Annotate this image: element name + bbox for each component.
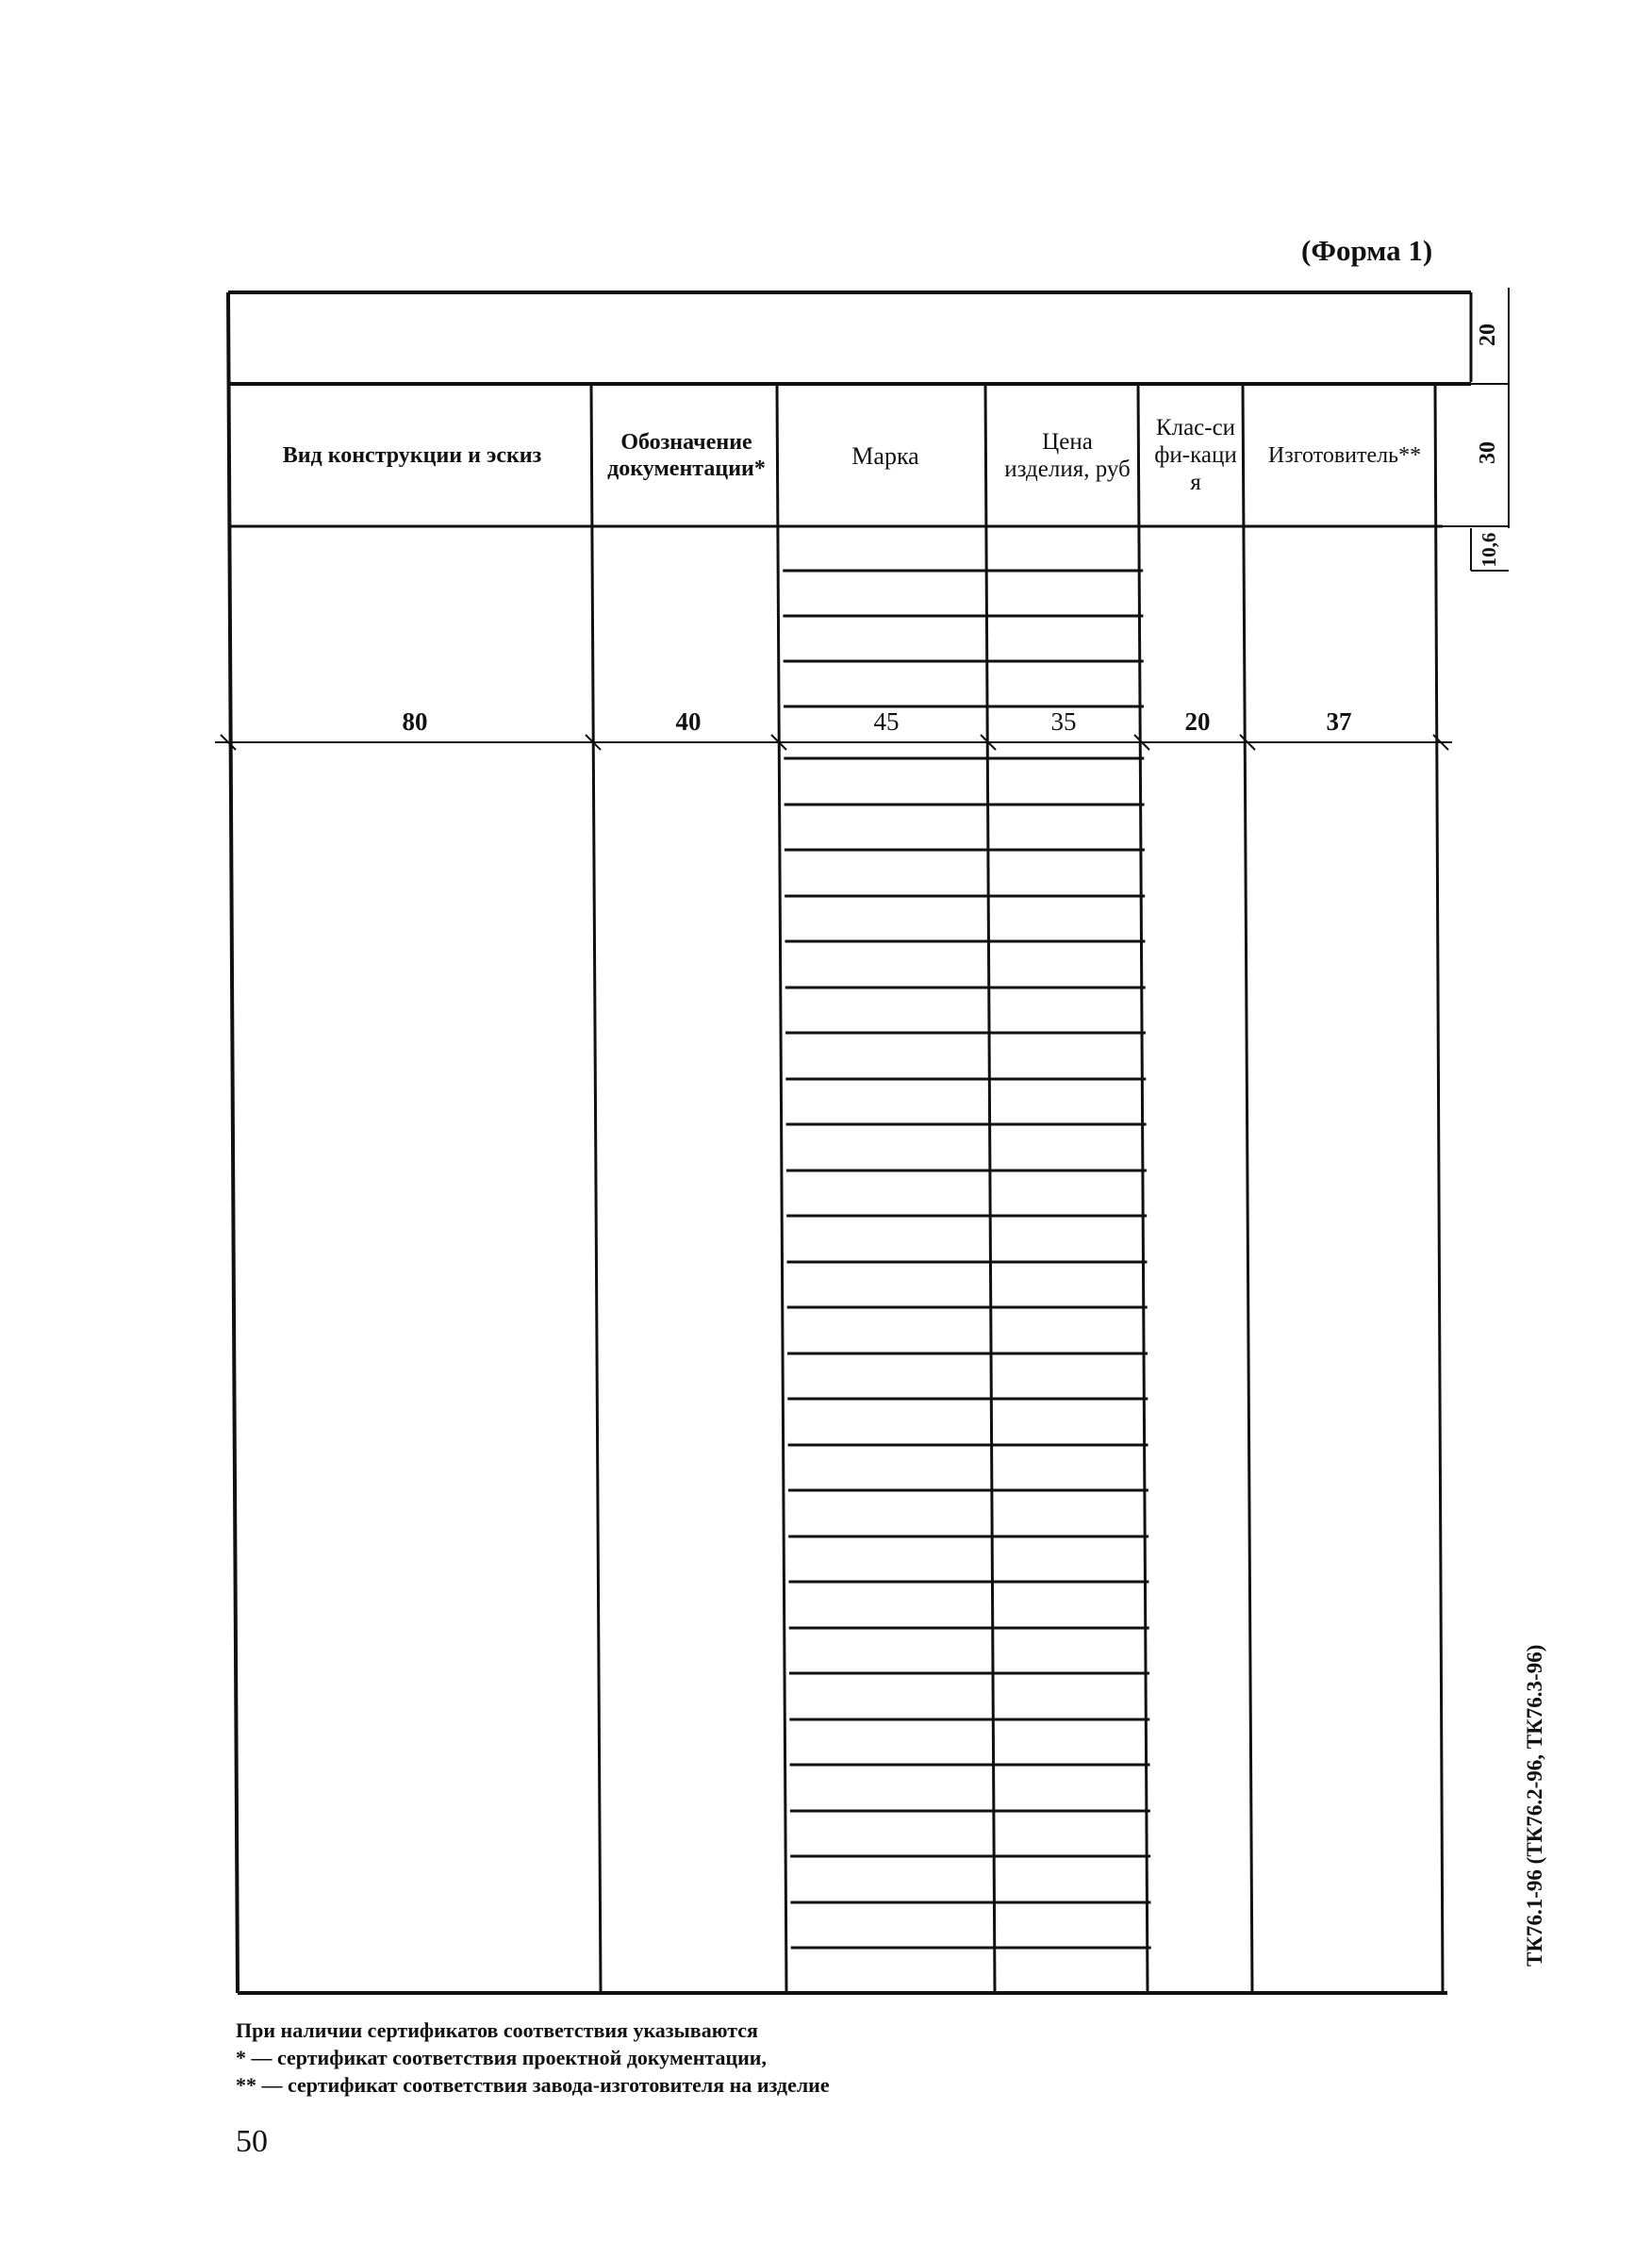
footnotes [236,2017,830,2099]
header-klassifikaciya: Клас-сифи-кация [1154,415,1237,495]
header-vid-konstrukcii: Вид конструкции и эскиз [282,442,542,468]
dim-row-top: 20 [1476,324,1500,346]
header-oboznachenie: Обозначение документации* [607,429,766,481]
footnote-intro: При наличии сертификатов соответствия указываются [236,2018,758,2042]
dim-col-marka: 45 [873,707,900,736]
dim-col-izgot: 37 [1326,707,1352,736]
dim-row-item: 10,6 [1478,532,1500,568]
header-marka: Марка [851,441,919,470]
dim-col-oboznachenie: 40 [675,707,702,736]
form-label: (Форма 1) [1301,234,1433,267]
page-number: 50 [236,2124,268,2159]
footnote-2: ** — сертификат соответствия завода-изготовителя на изделие [236,2073,830,2097]
header-izgotovitel: Изготовитель** [1267,442,1422,468]
dim-col-klass: 20 [1184,707,1211,736]
footnote-1: * — сертификат соответствия проектной документации, [236,2046,767,2069]
dim-col-cena: 35 [1050,707,1077,736]
side-document-reference: ТК76.1-96 (ТК76.2-96, ТК76.3-96) [1523,1644,1546,1967]
dim-col-vid: 80 [402,707,428,736]
dim-row-header: 30 [1476,441,1500,464]
header-cena: Цена изделия, руб [1004,428,1131,482]
